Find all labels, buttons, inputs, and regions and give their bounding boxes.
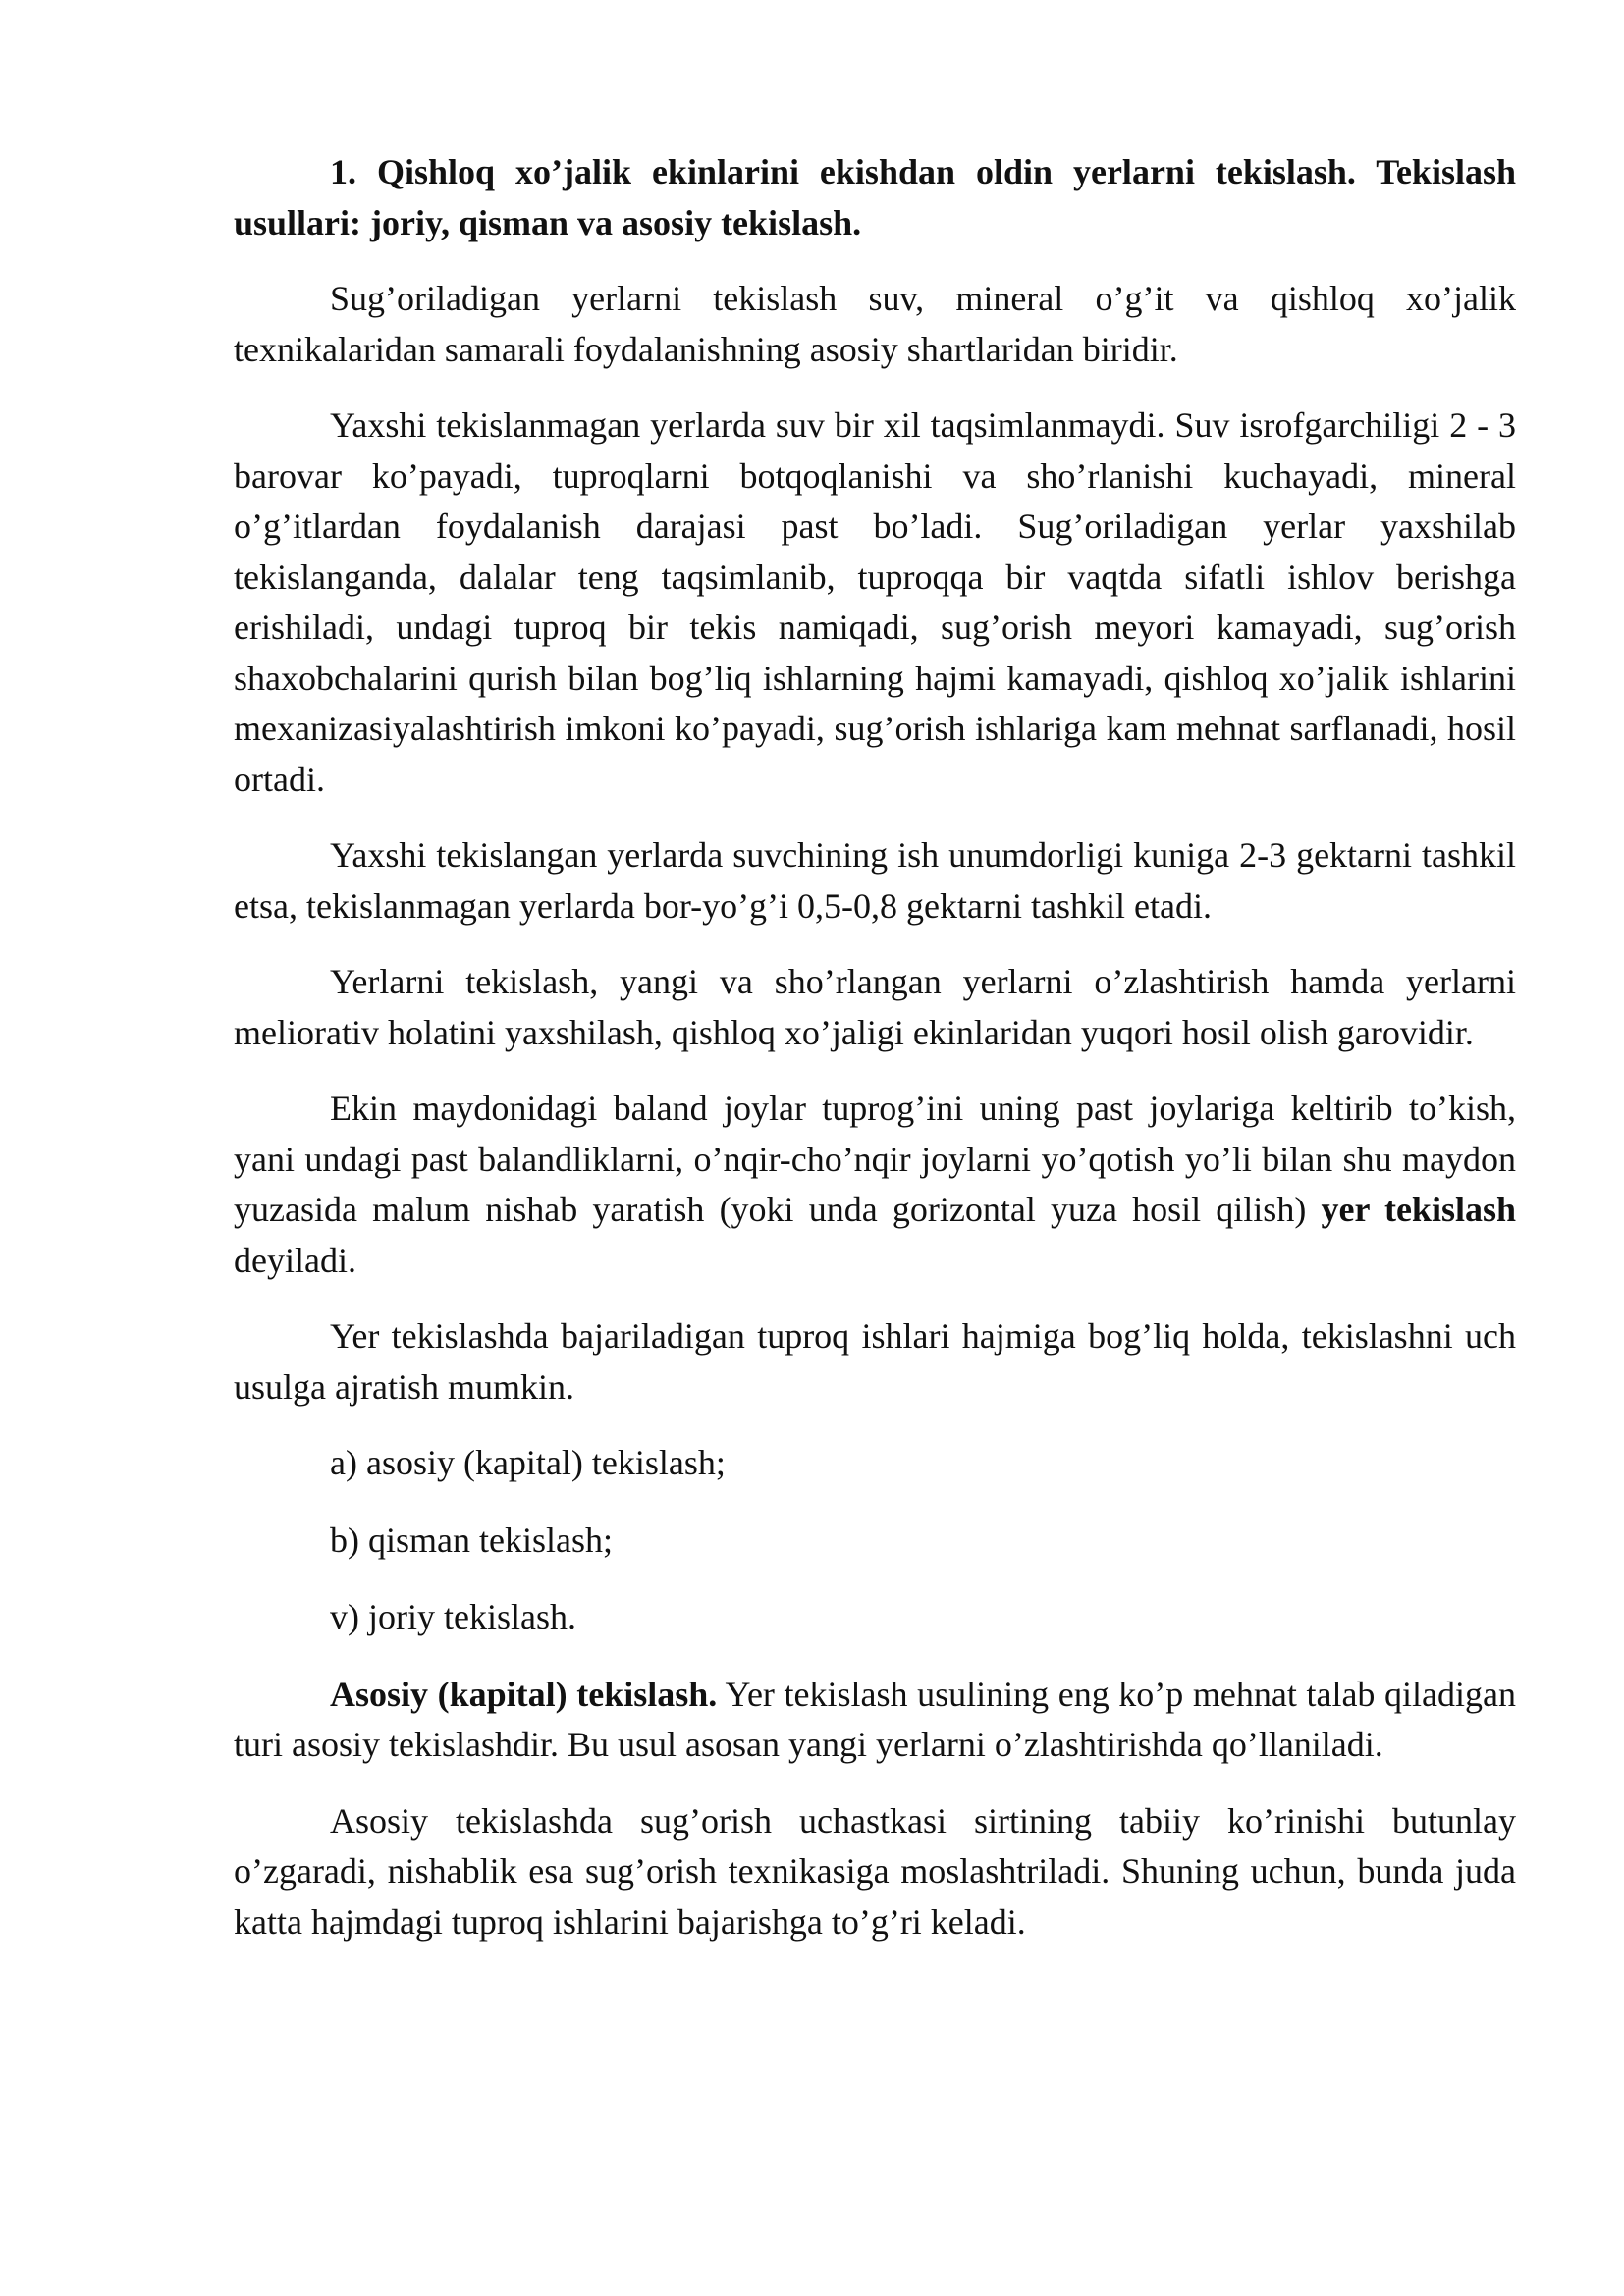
paragraph-5-end: deyiladi. xyxy=(234,1240,356,1280)
paragraph-1: Sug’oriladigan yerlarni tekislash suv, mineral o’g’it va qishloq xo’jalik texnikalaridan samarali foydalanishning asosiy shartlaridan biridir. xyxy=(234,279,1516,369)
list-item-b: b) qisman tekislash; xyxy=(330,1520,613,1560)
paragraph-2: Yaxshi tekislanmagan yerlarda suv bir xil taqsimlanmaydi. Suv isrofgarchiligi 2 - 3 barovar ko’payadi, tuproqlarni botqoqlanishi va sho’rlanishi kuchayadi, mineral o’g’itlardan foydalanish darajasi past bo’ladi. Sug’oriladigan yerlar yaxshilab tekislanganda, dalalar teng taqsimlanib, tuproqqa bir vaqtda sifatli ishlov berishga erishiladi, undagi tuproq bir tekis namiqadi, sug’orish meyori kamayadi, sug’orish shaxobchalarini qurish bilan bog’liq ishlarning hajmi kamayadi, qishloq xo’jalik ishlarini mexanizasiyalashtirish imkoni ko’payadi, sug’orish ishlariga kam mehnat sarflanadi, hosil ortadi. xyxy=(234,405,1516,799)
list-item-a: a) asosiy (kapital) tekislash; xyxy=(330,1443,726,1482)
paragraph-6: Yer tekislashda bajariladigan tuproq ishlari hajmiga bog’liq holda, tekislashni uch usulga ajratish mumkin. xyxy=(234,1316,1516,1407)
list-item-v: v) joriy tekislash. xyxy=(330,1597,576,1636)
paragraph-8: Asosiy tekislashda sug’orish uchastkasi sirtining tabiiy ko’rinishi butunlay o’zgaradi, nishablik esa sug’orish texnikasiga moslashtriladi. Shuning uchun, bunda juda katta hajmdagi tuproq ishlarini bajarishga to’g’ri keladi. xyxy=(234,1800,1516,1942)
paragraph-5-text: Ekin maydonidagi baland joylar tuprog’ini uning past joylariga keltirib to’kish, yani undagi past balandliklarni, o’nqir-cho’nqir joylarni yo’qotish yo’li bilan shu maydon yuzasida malum nishab yaratish (yoki unda gorizontal yuza hosil qilish) xyxy=(234,1089,1516,1229)
paragraph-5 xyxy=(234,1084,1516,1286)
document-page xyxy=(234,147,1516,1973)
paragraph-7-text: Yer tekislash usulining eng ko’p mehnat talab qiladigan turi asosiy tekislashdir. Bu usul asosan yangi yerlarni o’zlashtirishda qo’llaniladi. xyxy=(234,1674,1516,1764)
term-yer-tekislash: yer tekislash xyxy=(1321,1190,1516,1229)
paragraph-3: Yaxshi tekislangan yerlarda suvchining ish unumdorligi kuniga 2-3 gektarni tashkil etsa, tekislanmagan yerlarda bor-yo’g’i 0,5-0,8 gektarni tashkil etadi. xyxy=(234,835,1516,926)
section-heading: 1. Qishloq xo’jalik ekinlarini ekishdan oldin yerlarni tekislash. Tekislash usullari: joriy, qisman va asosiy tekislash. xyxy=(234,152,1516,242)
paragraph-7 xyxy=(234,1670,1516,1771)
paragraph-4: Yerlarni tekislash, yangi va sho’rlangan yerlarni o’zlashtirish hamda yerlarni meliorativ holatini yaxshilash, qishloq xo’jaligi ekinlaridan yuqori hosil olish garovidir. xyxy=(234,962,1516,1052)
term-asosiy-tekislash: Asosiy (kapital) tekislash. xyxy=(330,1674,718,1714)
